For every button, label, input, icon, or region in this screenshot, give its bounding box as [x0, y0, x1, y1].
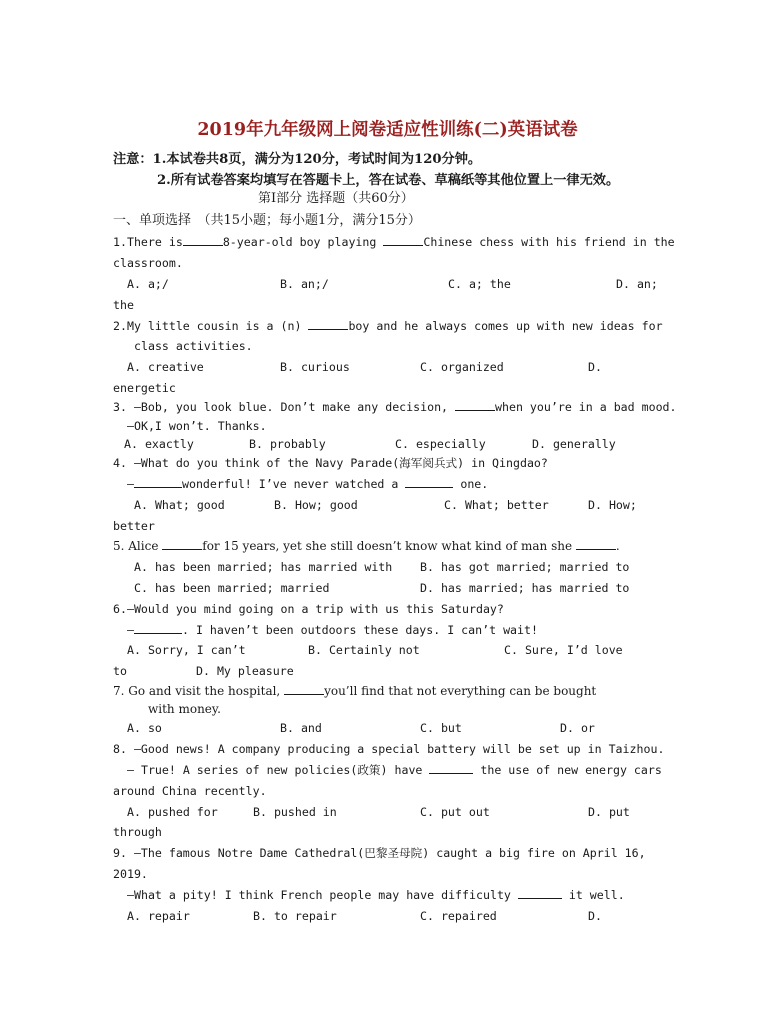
question-2-option-d-cont: energetic — [113, 381, 176, 395]
question-6-option-b: B. Certainly not — [308, 643, 420, 657]
question-9-stem-line2: 2019. — [113, 867, 148, 881]
note-2: 2.所有试卷答案均填写在答题卡上，答在试卷、草稿纸等其他位置上一律无效。 — [157, 173, 620, 188]
question-8-option-a: A. pushed for — [127, 805, 218, 819]
answer-blank — [518, 887, 562, 899]
question-5-option-a: A. has been married; has married with — [134, 560, 393, 574]
question-3-stem: 3. —Bob, you look blue. Don’t make any decision, when you’re in a bad mood. — [113, 400, 677, 414]
answer-blank — [162, 538, 202, 550]
question-2-option-c: C. organized — [420, 360, 504, 374]
question-6-option-a: A. Sorry, I can’t — [127, 643, 246, 657]
answer-blank — [183, 234, 223, 246]
question-4-stem: 4. —What do you think of the Navy Parade(海军阅兵式) in Qingdao? — [113, 456, 548, 470]
question-1-option-a: A. a;/ — [127, 277, 169, 291]
answer-blank — [383, 234, 423, 246]
question-8-option-b: B. pushed in — [253, 805, 337, 819]
part-heading: 第Ⅰ部分 选择题（共60分） — [258, 191, 414, 206]
question-4-option-a: A. What; good — [134, 498, 225, 512]
question-1-option-c: C. a; the — [448, 277, 511, 291]
question-9-stem: 9. —The famous Notre Dame Cathedral(巴黎圣母院) caught a big fire on April 16, — [113, 846, 646, 860]
question-7-option-d: D. or — [560, 721, 595, 735]
question-8-stem-line2: — True! A series of new policies(政策) have the use of new energy cars — [127, 763, 662, 777]
question-2-stem-line2: class activities. — [134, 339, 253, 353]
section-heading: 一、单项选择 （共15小题；每小题1分，满分15分） — [113, 213, 421, 228]
question-8-option-c: C. put out — [420, 805, 490, 819]
question-4-option-c: C. What; better — [444, 498, 549, 512]
question-4-stem-line2: — wonderful! I’ve never watched a one. — [127, 477, 489, 491]
question-1-option-b: B. an;/ — [280, 277, 329, 291]
question-7-option-b: B. and — [280, 721, 322, 735]
question-6-stem-line2: — . I haven’t been outdoors these days. I can’t wait! — [127, 623, 538, 637]
question-7-stem-line2: with money. — [148, 702, 221, 716]
answer-blank — [429, 762, 473, 774]
question-3-option-d: D. generally — [532, 437, 616, 451]
question-8-stem: 8. —Good news! A company producing a special battery will be set up in Taizhou. — [113, 742, 665, 756]
question-9-option-c: C. repaired — [420, 909, 497, 923]
question-7-option-a: A. so — [127, 721, 162, 735]
question-9-option-b: B. to repair — [253, 909, 337, 923]
answer-blank — [134, 476, 182, 488]
question-8-stem-line3: around China recently. — [113, 784, 267, 798]
question-3-option-b: B. probably — [249, 437, 326, 451]
question-1-option-d: D. an; — [616, 277, 658, 291]
question-1-stem: 1.There is 8-year-old boy playing Chinese chess with his friend in the — [113, 235, 675, 249]
answer-blank — [405, 476, 453, 488]
question-9-stem-line3: —What a pity! I think French people may have difficulty it well. — [127, 888, 625, 902]
question-1-option-d-cont: the — [113, 298, 134, 312]
question-7-stem: 7. Go and visit the hospital, you’ll find that not everything can be bought — [113, 684, 597, 698]
page-title: 2019年九年级网上阅卷适应性训练(二)英语试卷 — [197, 120, 578, 140]
question-2-option-a: A. creative — [127, 360, 204, 374]
answer-blank — [455, 399, 495, 411]
question-6-option-c-cont: to — [113, 664, 127, 678]
question-4-option-d-cont: better — [113, 519, 155, 533]
answer-blank — [134, 622, 182, 634]
answer-blank — [576, 538, 616, 550]
question-5-stem: 5. Alice for 15 years, yet she still doesn’t know what kind of man she . — [113, 539, 620, 553]
question-8-option-d: D. put — [588, 805, 630, 819]
note-1: 注意：1.本试卷共8页，满分为120分，考试时间为120分钟。 — [113, 152, 482, 167]
question-2-option-d: D. — [588, 360, 602, 374]
question-3-option-a: A. exactly — [124, 437, 194, 451]
answer-blank — [308, 318, 348, 330]
question-3-stem-line2: —OK,I won’t. Thanks. — [127, 419, 267, 433]
question-5-option-b: B. has got married; married to — [420, 560, 630, 574]
question-6-option-d: D. My pleasure — [196, 664, 294, 678]
question-2-option-b: B. curious — [280, 360, 350, 374]
question-4-option-b: B. How; good — [274, 498, 358, 512]
question-9-option-a: A. repair — [127, 909, 190, 923]
question-1-stem-line2: classroom. — [113, 256, 183, 270]
question-7-option-c: C. but — [420, 721, 462, 735]
question-2-stem: 2.My little cousin is a (n) boy and he always comes up with new ideas for — [113, 319, 663, 333]
question-8-option-d-cont: through — [113, 825, 162, 839]
question-5-option-d: D. has married; has married to — [420, 581, 630, 595]
question-9-option-d: D. — [588, 909, 602, 923]
question-3-option-c: C. especially — [395, 437, 486, 451]
question-6-option-c: C. Sure, I’d love — [504, 643, 623, 657]
question-5-option-c: C. has been married; married — [134, 581, 330, 595]
question-4-option-d: D. How; — [588, 498, 637, 512]
question-6-stem: 6.—Would you mind going on a trip with us this Saturday? — [113, 602, 504, 616]
answer-blank — [284, 683, 324, 695]
